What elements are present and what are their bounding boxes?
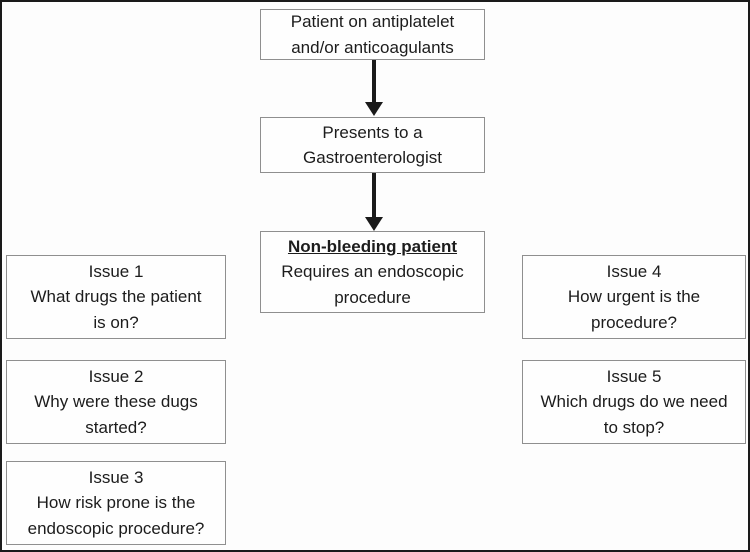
flow-box-non-bleeding-title: Non-bleeding patient <box>287 236 458 256</box>
issue-title: Issue 3 <box>88 467 144 487</box>
issue-title: Issue 5 <box>606 366 662 386</box>
issue-text-line: is on? <box>93 312 139 332</box>
issue-box-5 <box>522 360 746 444</box>
issue-text-line: What drugs the patient <box>30 287 202 307</box>
flow-box-patient-line: Patient on antiplatelet <box>290 12 455 31</box>
arrow-shaft <box>372 60 376 102</box>
arrow-down-icon <box>365 173 383 231</box>
arrow-head <box>365 217 383 231</box>
arrow-down-icon <box>365 60 383 116</box>
issue-text-line: Which drugs do we need <box>540 392 728 412</box>
flow-box-presents-line: Presents to a <box>322 122 423 142</box>
flow-box-presents-to-gastroenterologist <box>260 117 485 173</box>
issue-text-line: procedure? <box>590 312 677 332</box>
flow-box-presents-line: Gastroenterologist <box>303 148 442 167</box>
flow-box-patient-line: and/or anticoagulants <box>291 37 454 57</box>
issue-box-4 <box>522 255 746 339</box>
flow-box-non-bleeding-line: procedure <box>334 287 411 307</box>
issue-text-line: How urgent is the <box>567 287 701 307</box>
arrow-head <box>365 102 383 116</box>
issue-title: Issue 4 <box>606 261 662 281</box>
issue-text-line: endoscopic procedure? <box>27 518 205 538</box>
issue-text-line: to stop? <box>603 417 665 437</box>
issue-box-2 <box>6 360 226 444</box>
flow-box-non-bleeding-patient <box>260 231 485 313</box>
issue-text-line: How risk prone is the <box>36 493 196 513</box>
issue-title: Issue 2 <box>88 366 144 386</box>
issue-text-line: started? <box>85 417 147 437</box>
issue-box-1 <box>6 255 226 339</box>
issue-box-3 <box>6 461 226 545</box>
arrow-shaft <box>372 173 376 217</box>
issue-title: Issue 1 <box>88 261 144 281</box>
flow-box-non-bleeding-line: Requires an endoscopic <box>281 262 464 282</box>
issue-text-line: Why were these dugs <box>34 392 198 412</box>
flow-box-patient-on-antiplatelet <box>260 9 485 60</box>
